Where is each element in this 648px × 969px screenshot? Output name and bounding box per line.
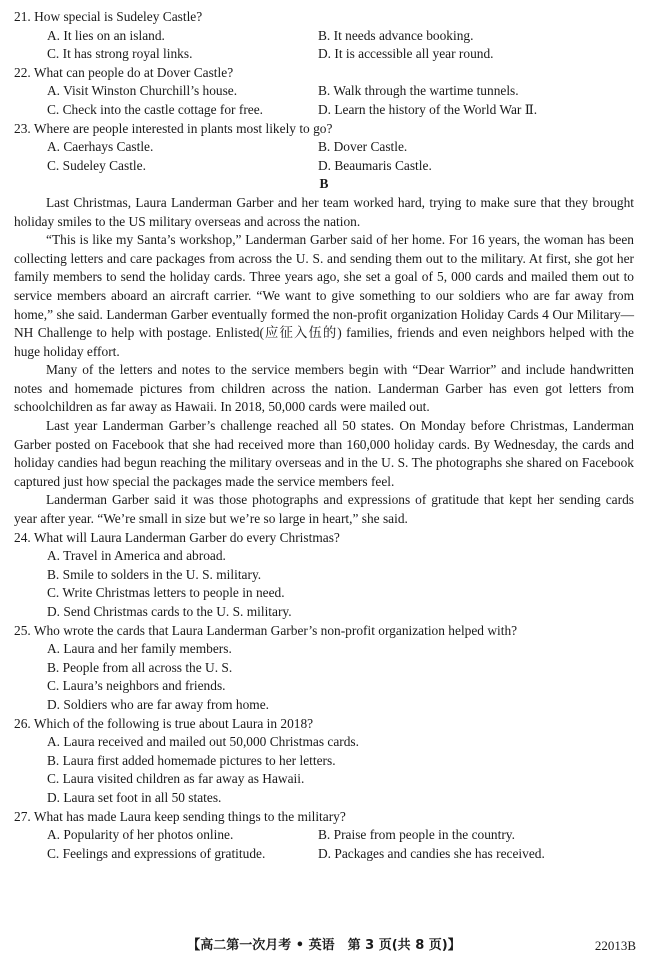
option-b: B. Praise from people in the country. (318, 827, 515, 843)
option-row (14, 45, 634, 64)
option-c: C. It has strong royal links. (47, 46, 193, 62)
passage-paragraph: Last year Landerman Garber’s challenge reached all 50 states. On Monday before Christmas, Landerman Garber posted on Facebook that she had received more than 160,000 holiday cards. By Wednesday, the cards and holiday candies had begun reaching the military overseas and in the U. S. The photographs she shared on Facebook captured just how special the packages made the service members feel. (14, 418, 634, 489)
question-stem: 21. How special is Sudeley Castle? (14, 9, 203, 24)
passage-paragraph: Landerman Garber said it was those photographs and expressions of gratitude that kept her sending cards year after year. “We’re small in size but we’re so large in heart,” she said. (14, 492, 634, 527)
option-d: D. Soldiers who are far away from home. (47, 696, 269, 712)
option-a: A. Popularity of her photos online. (47, 827, 234, 843)
option-c: C. Sudeley Castle. (47, 157, 146, 173)
option-d: D. Packages and candies she has received. (318, 845, 545, 861)
option-a: A. Caerhays Castle. (47, 139, 154, 155)
question-23 (14, 120, 634, 176)
option-b: B. Smile to solders in the U. S. military. (47, 566, 262, 582)
option-c: C. Laura visited children as far away as Hawaii. (47, 771, 305, 787)
question-25 (14, 622, 634, 715)
question-stem: 26. Which of the following is true about Laura in 2018? (14, 715, 314, 731)
option-d: D. It is accessible all year round. (318, 46, 494, 62)
option-d: D. Beaumaris Castle. (318, 157, 432, 173)
passage-paragraph: “This is like my Santa’s workshop,” Landerman Garber said of her home. For 16 years, the woman has been collecting letters and care packages from across the U. S. and sending them out to the military. At first, she got her family members to send the holiday cards. Three years ago, she set a goal of 5, 000 cards and mailed them out to service members aboard an aircraft carrier. “We want to give something to our soldiers who are far away from home,” she said. Landerman Garber eventually formed the non-profit organization Holiday Cards 4 Our Military—NH Challenge to help with postage. Enlisted(应征入伍的) families, friends and even neighbors helped with the huge holiday effort. (14, 232, 634, 359)
question-26 (14, 715, 634, 808)
option-row (14, 157, 634, 176)
option-b: B. It needs advance booking. (318, 27, 474, 43)
option-b: B. People from all across the U. S. (47, 659, 233, 675)
option-row (14, 101, 634, 120)
option-d: D. Laura set foot in all 50 states. (47, 789, 222, 805)
question-stem: 23. Where are people interested in plants most likely to go? (14, 120, 333, 136)
option-row (14, 845, 634, 864)
option-b: B. Walk through the wartime tunnels. (318, 83, 519, 99)
question-21 (14, 8, 634, 64)
option-a: A. Laura received and mailed out 50,000 Christmas cards. (47, 734, 359, 750)
question-stem: 27. What has made Laura keep sending things to the military? (14, 808, 346, 824)
question-stem: 22. What can people do at Dover Castle? (14, 64, 234, 80)
option-a: A. Visit Winston Churchill’s house. (47, 83, 238, 99)
option-a: A. It lies on an island. (47, 27, 165, 43)
option-c: C. Write Christmas letters to people in need. (47, 585, 285, 601)
option-d: D. Learn the history of the World War Ⅱ. (318, 101, 538, 117)
option-a: A. Travel in America and abroad. (47, 548, 226, 564)
question-stem: 24. What will Laura Landerman Garber do every Christmas? (14, 529, 340, 545)
option-c: C. Check into the castle cottage for free. (47, 101, 264, 117)
option-d: D. Send Christmas cards to the U. S. military. (47, 604, 292, 619)
option-row (14, 27, 634, 46)
question-stem: 25. Who wrote the cards that Laura Landerman Garber’s non-profit organization helped with? (14, 622, 518, 638)
option-c: C. Laura’s neighbors and friends. (47, 678, 226, 694)
option-c: C. Feelings and expressions of gratitude. (47, 845, 266, 861)
footer-page-info: 【高二第一次月考 • 英语 第 3 页(共 8 页)】 (187, 938, 461, 953)
question-27 (14, 808, 634, 864)
option-b: B. Laura first added homemade pictures to her letters. (47, 752, 336, 768)
option-b: B. Dover Castle. (318, 139, 408, 155)
passage-paragraph: Last Christmas, Laura Landerman Garber and her team worked hard, trying to make sure that they brought holiday smiles to the US military overseas and across the nation. (14, 194, 634, 229)
question-22 (14, 64, 634, 120)
option-a: A. Laura and her family members. (47, 641, 232, 657)
question-24 (14, 529, 634, 622)
section-heading: B (319, 176, 329, 192)
exam-code: 22013B (594, 938, 636, 953)
passage-paragraph: Many of the letters and notes to the service members begin with “Dear Warrior” and include handwritten notes and homemade pictures from children across the nation. Landerman Garber has even got letters from schoolchildren as far away as Hawaii. In 2018, 50,000 cards were mailed out. (14, 362, 634, 415)
option-row (14, 82, 634, 101)
reading-passage (14, 194, 634, 529)
page-footer (0, 937, 648, 959)
option-row (14, 138, 634, 157)
option-row (14, 826, 634, 845)
